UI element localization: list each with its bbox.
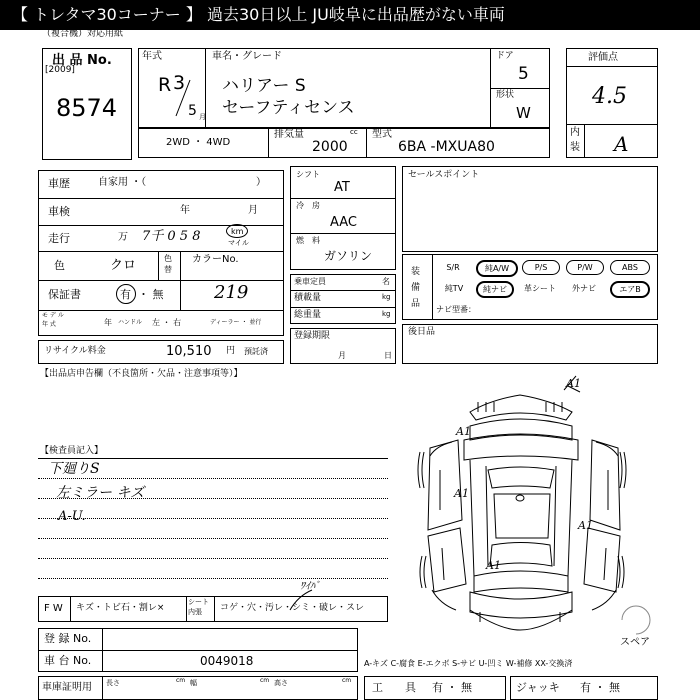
banner-text: 【 トレタマ30コーナー 】 過去30日以上 JU岐阜に出品歴がない車両 <box>12 5 505 24</box>
jack-value: 有 ・ 無 <box>580 681 620 694</box>
aircon-value: AAC <box>330 215 357 230</box>
declaration-label: 【出品店申告欄（不良箇所・欠品・注意事項等）】 <box>40 369 243 379</box>
spare-label: スペア <box>620 637 650 648</box>
color-label: 色 <box>54 259 65 272</box>
inspector-note-1: 下廻りS <box>48 461 100 477</box>
register-period-label: 登録期限 <box>294 331 331 341</box>
car-name-label: 車名・グレード <box>212 51 282 62</box>
chassis-value: 0049018 <box>200 654 254 668</box>
drive-value: 2WD ・ 4WD <box>166 137 231 148</box>
cert-width: 幅 <box>190 679 197 687</box>
displacement-value: 2000 <box>312 139 348 155</box>
mileage-mile: マイル <box>228 239 249 247</box>
load-label: 積載量 <box>294 293 322 303</box>
inspection-label: 車検 <box>48 205 70 218</box>
navi-model-label: ナビ型番： <box>436 305 476 314</box>
interior-value: A <box>614 132 629 156</box>
defects-fw: F W <box>44 603 63 614</box>
equip-ps: P/S <box>522 260 560 275</box>
car-grade: セーフティセンス <box>222 98 355 118</box>
recycle-unit: 円 <box>226 346 236 356</box>
spare-tire-icon <box>618 602 654 638</box>
equip-navi: 純ナビ <box>476 281 514 298</box>
shape-label: 形状 <box>496 90 515 100</box>
displacement-label: 排気量 <box>274 129 304 140</box>
doors-value: 5 <box>518 64 529 84</box>
inspection-year: 年 <box>180 205 190 216</box>
year-month: 5 <box>188 103 197 119</box>
capacity-unit: 名 <box>382 277 390 286</box>
certificate-label: 車庫証明用 <box>42 682 92 693</box>
defects-seat-1: シート <box>188 598 209 606</box>
equip-label-2: 備 <box>411 283 421 293</box>
fuel-label: 燃 料 <box>296 236 320 245</box>
form-subtitle: （複合機）対応用紙 <box>42 29 124 39</box>
sales-point-label: セールスポイント <box>408 170 480 180</box>
defects-fw-desc: キズ・トビ石・割レ× <box>76 603 165 613</box>
model-kind-year: 年 <box>104 318 112 327</box>
lot-number: 8574 <box>56 94 118 122</box>
defects-mark <box>288 588 318 612</box>
equip-tv: 純TV <box>444 284 464 293</box>
gross-label: 総重量 <box>294 310 322 320</box>
body-mark-4: A1 <box>578 519 593 532</box>
equip-aw: 純A/W <box>476 260 518 277</box>
body-mark-2: A1 <box>456 425 471 438</box>
score-label: 評価点 <box>588 52 618 63</box>
equip-abs: ABS <box>610 260 650 275</box>
color-no: 219 <box>214 282 249 303</box>
cert-height-unit: cm <box>342 677 352 684</box>
model-type-label: 型式 <box>372 129 392 140</box>
cert-width-unit: cm <box>260 677 270 684</box>
displacement-unit: cc <box>350 128 358 136</box>
recycle-note: 預託済 <box>244 347 268 356</box>
shift-label: シフト <box>296 170 320 179</box>
registration-label: 登 録 No. <box>44 632 92 645</box>
equip-label-3: 品 <box>411 299 421 309</box>
inspector-note-3: A-U. <box>58 509 86 524</box>
lot-label: 出 品 No. <box>52 53 112 68</box>
score-value: 4.5 <box>592 84 627 109</box>
year-month-suffix: 月 <box>199 113 206 121</box>
lot-year-tag: [2009] <box>45 65 75 75</box>
color-change-2: 替 <box>164 265 172 274</box>
defect-legend: A-キズ C-腐食 E-エクボ S-サビ U-凹ミ W-補修 XX-交換済 <box>364 659 573 668</box>
recycle-label: リサイクル料金 <box>44 346 106 356</box>
model-type-value: 6BA -MXUA80 <box>398 139 495 155</box>
shape-value: W <box>516 104 531 122</box>
defects-seat-2: 内張 <box>188 608 202 616</box>
mileage-digits: 7千 0 5 8 <box>142 229 201 244</box>
mileage-label: 走行 <box>48 232 70 245</box>
equip-ext-navi: 外ナビ <box>572 284 596 293</box>
inspector-label: 【検査員記入】 <box>40 446 104 456</box>
model-kind-handle: ハンドル <box>118 319 143 326</box>
mileage-km: km <box>231 227 244 236</box>
history-value: 自家用 ・（ <box>98 177 147 188</box>
equip-pw: P/W <box>566 260 604 275</box>
equip-airbag: エアB <box>610 281 650 298</box>
rear-label: 後日品 <box>408 327 436 337</box>
year-label: 年式 <box>142 51 162 62</box>
body-mark-5: A1 <box>486 559 501 572</box>
body-mark-1: A1 <box>566 377 581 390</box>
inspector-note-2: 左ミラー キズ <box>56 485 145 501</box>
year-era: R <box>158 74 172 96</box>
capacity-label: 乗車定員 <box>294 277 326 286</box>
history-label: 車歴 <box>48 177 70 190</box>
mileage-man: 万 <box>118 232 128 243</box>
history-close: ） <box>256 177 266 188</box>
warranty-yes: 有 <box>120 288 131 301</box>
tools-value: 有 ・ 無 <box>432 681 472 694</box>
model-kind-1: モ デ ル <box>42 312 64 319</box>
cert-len-unit: cm <box>176 677 186 684</box>
tools-label: 工 具 <box>372 681 416 694</box>
chassis-label: 車 台 No. <box>44 654 92 667</box>
equip-label-1: 装 <box>411 267 421 277</box>
shift-value: AT <box>334 180 350 195</box>
aircon-label: 冷 房 <box>296 201 320 210</box>
equip-leather: 革シート <box>524 284 556 293</box>
doors-label: ドア <box>496 51 514 61</box>
defects-handwritten: ﾜｲﾊﾞ <box>300 581 320 592</box>
color-no-label: カラーNo. <box>192 254 239 265</box>
interior-label-1: 内 <box>570 127 580 138</box>
body-mark-3: A1 <box>454 487 469 500</box>
inspection-month: 月 <box>248 205 258 216</box>
interior-label-2: 装 <box>570 142 580 153</box>
load-unit: kg <box>382 293 391 301</box>
register-period-day: 日 <box>384 351 392 360</box>
car-name: ハリアー S <box>222 76 306 96</box>
cert-height: 高さ <box>274 679 288 687</box>
jack-label: ジャッキ <box>516 681 560 694</box>
model-kind-2: 年 式 <box>42 321 56 328</box>
warranty-label: 保証書 <box>48 288 81 301</box>
register-period-month: 月 <box>338 351 346 360</box>
model-kind-lr: 左 ・ 右 <box>152 318 182 327</box>
recycle-value: 10,510 <box>166 344 212 359</box>
cert-len: 長さ <box>106 679 120 687</box>
equip-sr: S/R <box>446 263 460 272</box>
warranty-no: ・ 無 <box>138 288 164 301</box>
color-change-1: 色 <box>164 254 172 263</box>
color-value: クロ <box>110 258 137 273</box>
model-kind-dealer: ディーラー ・ 並行 <box>210 319 262 326</box>
fuel-value: ガソリン <box>324 249 373 263</box>
defects-seat-desc: コゲ・穴・汚レ・シミ・破レ・スレ <box>220 603 365 613</box>
gross-unit: kg <box>382 310 391 318</box>
year-value: 3 <box>173 72 186 94</box>
